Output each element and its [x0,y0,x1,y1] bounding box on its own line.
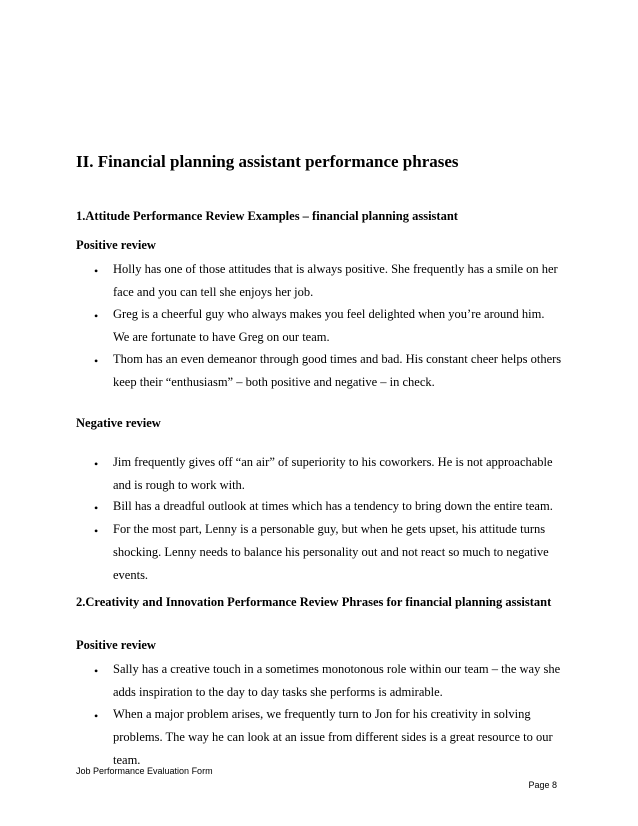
list-item-line: adds inspiration to the day to day tasks she performs is admirable. [113,685,443,699]
bullet-icon: • [94,709,99,723]
list-item [113,451,573,497]
section-title: II. Financial planning assistant performance phrases [76,152,459,171]
attitude-negative-label: Negative review [76,416,161,430]
footer-form-name: Job Performance Evaluation Form [76,766,213,776]
list-item-line: face and you can tell she enjoys her job. [113,285,314,299]
list-item-line: problems. The way he can look at an issue from different sides is a great resource to our [113,730,553,744]
creativity-heading: 2.Creativity and Innovation Performance Review Phrases for financial planning assistant [76,595,552,609]
list-item-line: Greg is a cheerful guy who always makes you feel delighted when you’re around him. [113,307,545,321]
bullet-icon: • [94,524,99,538]
list-item-line: Bill has a dreadful outlook at times which has a tendency to bring down the entire team. [113,499,553,513]
list-item [113,658,573,704]
list-item [113,303,573,349]
creativity-positive-label: Positive review [76,638,156,652]
bullet-icon: • [94,501,99,515]
bullet-icon: • [94,664,99,678]
list-item-line: and is rough to work with. [113,478,245,492]
list-item [113,703,573,772]
list-item-line: For the most part, Lenny is a personable guy, but when he gets upset, his attitude turns [113,522,546,536]
list-item-line: We are fortunate to have Greg on our team. [113,330,330,344]
list-item-line: team. [113,753,141,767]
bullet-icon: • [94,457,99,471]
bullet-icon: • [94,354,99,368]
list-item [113,518,573,587]
bullet-icon: • [94,309,99,323]
list-item [113,348,573,394]
bullet-icon: • [94,264,99,278]
list-item-line: Sally has a creative touch in a sometimes monotonous role within our team – the way she [113,662,561,676]
list-item-line: Thom has an even demeanor through good times and bad. His constant cheer helps others [113,352,562,366]
list-item [113,258,573,304]
attitude-heading: 1.Attitude Performance Review Examples – financial planning assistant [76,209,458,223]
list-item-line: keep their “enthusiasm” – both positive and negative – in check. [113,375,435,389]
list-item-line: When a major problem arises, we frequently turn to Jon for his creativity in solving [113,707,531,721]
list-item-line: events. [113,568,149,582]
footer-page-number: Page 8 [528,780,557,790]
list-item [113,495,573,518]
list-item-line: shocking. Lenny needs to balance his personality out and not react so much to negative [113,545,549,559]
list-item-line: Jim frequently gives off “an air” of superiority to his coworkers. He is not approachable [113,455,553,469]
list-item-line: Holly has one of those attitudes that is always positive. She frequently has a smile on her [113,262,558,276]
attitude-positive-label: Positive review [76,238,156,252]
